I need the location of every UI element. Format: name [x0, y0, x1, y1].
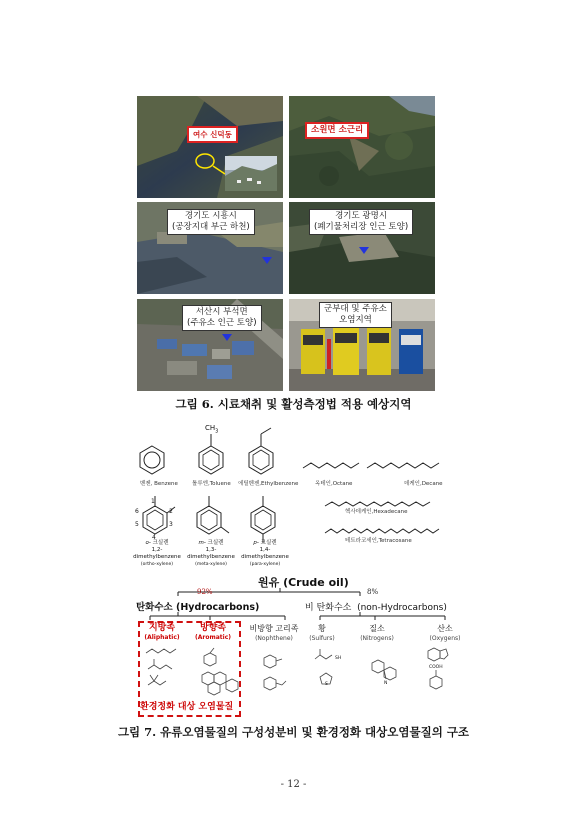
photo-label-gwangmyeong-line1: 경기도 광명시	[335, 211, 388, 221]
xylene-caption-meta	[184, 540, 238, 568]
naphthene-label	[244, 624, 304, 644]
aliphatic-label	[142, 623, 182, 643]
ethylbenzene-structure	[249, 428, 273, 474]
photo-sowon	[289, 96, 435, 198]
octane-structure	[303, 463, 359, 468]
photo-label-gas-station-line2: 오염지역	[339, 315, 372, 325]
naphthene-en: (Nophthene)	[255, 635, 293, 642]
meta-sub: (meta-xylene)	[195, 562, 227, 567]
sulfur-s-label: S	[325, 682, 328, 687]
sulfur-ko: 황	[318, 624, 326, 633]
octane-label: 옥테인,Octane	[315, 481, 353, 487]
aliphatic-ko: 지방족	[148, 623, 176, 633]
para-sub: (para-xylene)	[249, 562, 281, 567]
benzene-structure	[140, 446, 164, 474]
non-hydrocarbons-en: (non-Hydrocarbons)	[357, 603, 447, 613]
benzene-label: 벤젠, Benzene	[140, 481, 178, 487]
ring-number-6: 6	[135, 508, 139, 515]
ortho-prefix: o-	[145, 540, 151, 546]
molecule-diagram	[135, 418, 455, 568]
aliphatic-structures	[146, 649, 176, 685]
meta-prefix: m-	[198, 540, 206, 546]
ring-number-1: 1	[151, 498, 155, 505]
satellite-image-sowon	[289, 96, 435, 198]
photo-label-seosan-line2: (주유소 인근 토양)	[187, 318, 257, 328]
photo-siheung	[137, 202, 283, 294]
nitrogen-en: (Nitrogens)	[360, 635, 394, 642]
ring-number-3: 3	[169, 521, 173, 528]
para-korean: 크실렌	[258, 540, 277, 546]
ethylbenzene-label: 에틸벤젠,Ethylbenzene	[238, 481, 299, 487]
ortho-korean: 크실렌	[150, 540, 169, 546]
photo-label-gwangmyeong-line2: (폐기물처리장 인근 토양)	[314, 222, 409, 232]
ortho-xylene-structure	[143, 496, 175, 534]
photo-label-gas-station	[319, 302, 392, 328]
ring-number-2: 2	[169, 508, 173, 515]
oxygen-en: (Oxygens)	[429, 635, 461, 642]
non-hydrocarbons-ko: 비 탄화수소	[305, 603, 352, 613]
sulfur-label	[302, 624, 342, 644]
figure6-caption: 그림 6. 시료채취 및 활성측정법 적용 예상지역	[175, 397, 412, 411]
aromatic-ko: 방향족	[199, 623, 227, 633]
photo-label-siheung-line1: 경기도 시흥시	[184, 211, 237, 221]
naphthene-ko: 비방향 고리족	[249, 624, 299, 633]
hydrocarbons-label: 탄화수소 (Hydrocarbons)	[136, 602, 260, 613]
ring-number-4: 4	[152, 534, 156, 541]
photo-label-seosan	[182, 305, 262, 331]
sulfur-en: (Sulfurs)	[309, 635, 335, 642]
para-prefix: p-	[253, 540, 259, 546]
xylene-caption-para	[238, 540, 292, 568]
photo-label-gas-station-line1: 군부대 및 주유소	[324, 304, 387, 314]
sulfur-structures	[315, 649, 332, 684]
oxygen-label	[420, 624, 470, 644]
naphthene-structures	[264, 655, 286, 690]
aromatic-en: (Aromatic)	[195, 634, 231, 641]
para-name: 1,4-dimethylbenzene	[241, 547, 289, 560]
non-hydrocarbons-label	[305, 600, 447, 613]
page-number: - 12 -	[280, 779, 307, 790]
photo-label-gwangmyeong	[309, 209, 413, 235]
ortho-name: 1,2-dimethylbenzene	[133, 547, 181, 560]
photo-label-siheung-line2: (공장지대 부근 하천)	[172, 222, 250, 232]
aromatic-structures	[202, 648, 238, 695]
photo-seosan	[137, 299, 283, 391]
tetracosane-label: 테트라코세인,Tetracosane	[345, 538, 412, 544]
xylene-caption-ortho	[132, 540, 182, 568]
oxygen-ko: 산소	[437, 624, 453, 633]
meta-korean: 크실렌	[205, 540, 224, 546]
pct-non-hydrocarbons: 8%	[367, 588, 379, 596]
toluene-structure	[199, 434, 223, 474]
photo-label-sowon: 소원면 소근리	[305, 122, 369, 139]
pct-hydrocarbons: 92%	[197, 588, 213, 596]
aromatic-label	[192, 623, 234, 643]
ring-number-5: 5	[135, 521, 139, 528]
satellite-image-yeosu	[137, 96, 283, 198]
target-pollutant-label: 환경정화 대상 오염물질	[140, 702, 234, 712]
hexadecane-structure	[325, 502, 430, 506]
nitrogen-label	[352, 624, 402, 644]
meta-xylene-structure	[197, 496, 229, 534]
photo-gas-station	[289, 299, 435, 391]
toluene-label: 톨루엔,Toluene	[192, 481, 231, 487]
meta-name: 1,3-dimethylbenzene	[187, 547, 235, 560]
photo-gwangmyeong	[289, 202, 435, 294]
para-xylene-structure	[251, 496, 275, 543]
hexadecane-label: 헥사데케인,Hexadecane	[345, 509, 408, 515]
oxygen-cooh-label: COOH	[429, 665, 443, 670]
decane-label: 데케인,Decane	[404, 481, 443, 487]
toluene-ch3-label	[205, 424, 218, 434]
tree-structures	[140, 645, 470, 700]
nitrogen-structures	[372, 660, 396, 680]
ortho-sub: (ortho-xylene)	[140, 562, 174, 567]
nitrogen-n-label: N	[384, 681, 388, 686]
sulfur-sh-label: SH	[335, 656, 342, 661]
decane-structure	[367, 463, 439, 468]
photo-label-siheung	[167, 209, 255, 235]
photo-label-seosan-line1: 서산시 부석면	[195, 307, 248, 317]
figure7-caption: 그림 7. 유류오염물질의 구성성분비 및 환경정화 대상오염물질의 구조	[117, 725, 470, 739]
photo-label-yeosu: 여수 신덕동	[187, 126, 238, 143]
tree-root: 원유 (Crude oil)	[258, 576, 349, 589]
nitrogen-ko: 질소	[369, 624, 385, 633]
tetracosane-structure	[325, 529, 439, 533]
ch3-text: CH	[205, 424, 216, 432]
photo-yeosu	[137, 96, 283, 198]
aliphatic-en: (Aliphatic)	[144, 634, 180, 641]
ch3-subscript: 3	[215, 428, 219, 435]
